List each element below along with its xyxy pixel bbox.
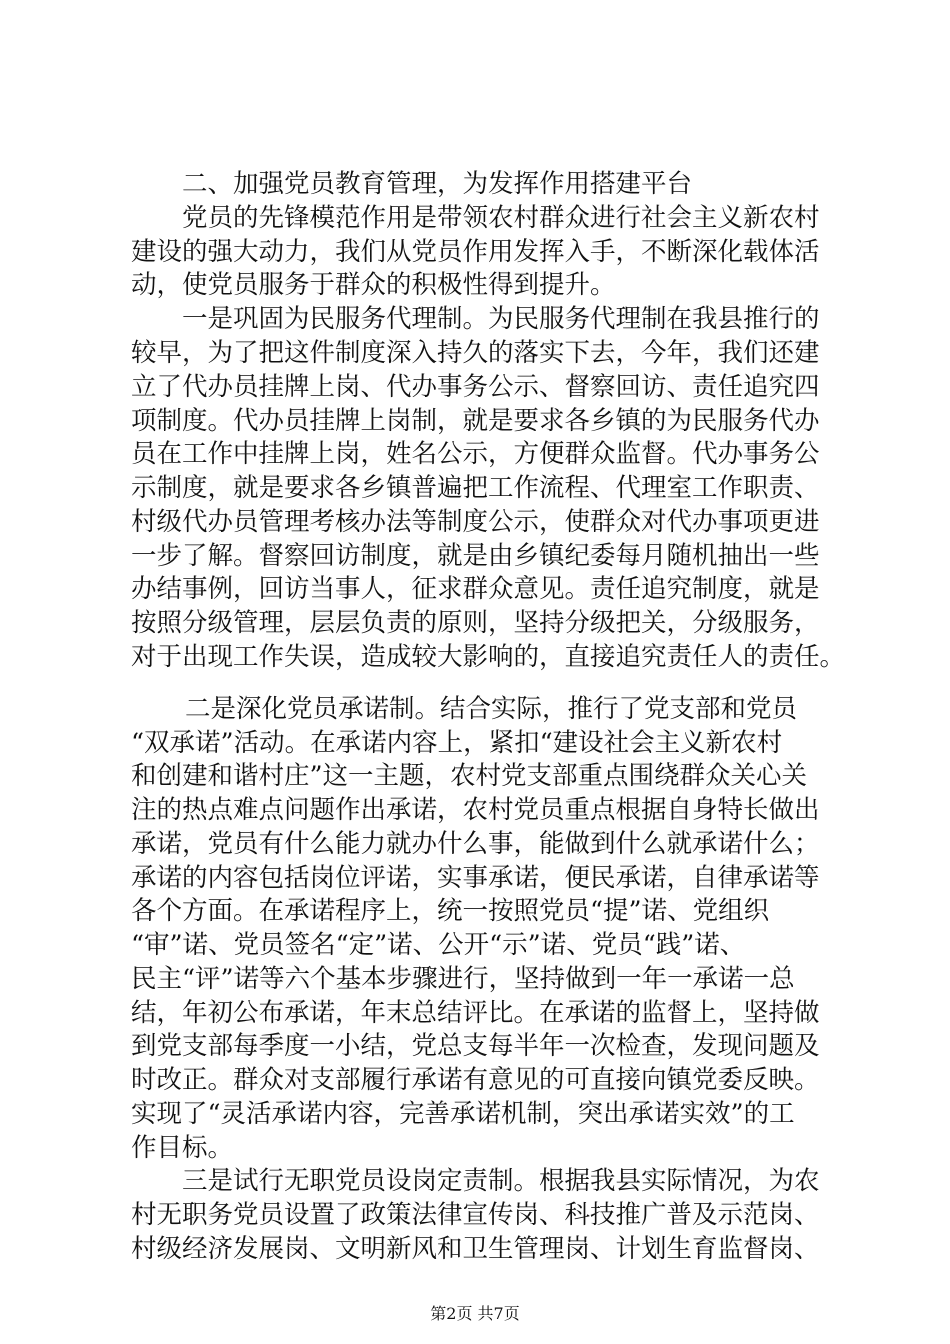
paragraph-line: 结，年初公布承诺，年末总结评比。在承诺的监督上，坚持做: [131, 998, 820, 1028]
paragraph-line: 办结事例，回访当事人，征求群众意见。责任追究制度，就是: [131, 574, 820, 604]
paragraph-line: 示制度，就是要求各乡镇普遍把工作流程、代理室工作职责、: [131, 473, 820, 503]
section-heading: 二、加强党员教育管理，为发挥作用搭建平台: [182, 169, 693, 199]
paragraph-line: 较早，为了把这件制度深入持久的落实下去，今年，我们还建: [131, 338, 820, 368]
paragraph-line: 党员的先锋模范作用是带领农村群众进行社会主义新农村: [182, 203, 820, 233]
paragraph-line: 作目标。: [131, 1133, 234, 1163]
paragraph-line: “双承诺”活动。在承诺内容上，紧扣“建设社会主义新农村: [131, 728, 783, 758]
paragraph-line: 时改正。群众对支部履行承诺有意见的可直接向镇党委反映。: [131, 1065, 820, 1095]
page-footer: [0, 1304, 950, 1324]
paragraph-line: 建设的强大动力，我们从党员作用发挥入手，不断深化载体活: [131, 237, 820, 267]
paragraph-line: 和创建和谐村庄”这一主题，农村党支部重点围绕群众关心关: [131, 761, 808, 791]
paragraph-line: 承诺，党员有什么能力就办什么事，能做到什么就承诺什么；: [131, 829, 820, 859]
paragraph-line: 到党支部每季度一小结，党总支每半年一次检查，发现问题及: [131, 1031, 820, 1061]
paragraph-line: 各个方面。在承诺程序上，统一按照党员“提”诺、党组织: [131, 896, 770, 926]
paragraph-line: 项制度。代办员挂牌上岗制，就是要求各乡镇的为民服务代办: [131, 406, 820, 436]
paragraph-line: 承诺的内容包括岗位评诺，实事承诺，便民承诺，自律承诺等: [131, 863, 820, 893]
paragraph-line: 一步了解。督察回访制度，就是由乡镇纪委每月随机抽出一些: [131, 541, 820, 571]
paragraph-line: 立了代办员挂牌上岗、代办事务公示、督察回访、责任追究四: [131, 372, 820, 402]
paragraph-line: “审”诺、党员签名“定”诺、公开“示”诺、党员“践”诺、: [131, 930, 746, 960]
paragraph-line: 二是深化党员承诺制。结合实际，推行了党支部和党员: [185, 694, 798, 724]
paragraph-line: 村级经济发展岗、文明新风和卫生管理岗、计划生育监督岗、: [131, 1234, 820, 1264]
paragraph-line: 实现了“灵活承诺内容，完善承诺机制，突出承诺实效”的工: [131, 1099, 795, 1129]
paragraph-line: 村级代办员管理考核办法等制度公示，使群众对代办事项更进: [131, 507, 820, 537]
paragraph-line: 按照分级管理，层层负责的原则，坚持分级把关，分级服务，: [131, 608, 820, 638]
paragraph-line: 民主“评”诺等六个基本步骤进行，坚持做到一年一承诺一总: [131, 964, 795, 994]
paragraph-line: 动，使党员服务于群众的积极性得到提升。: [131, 270, 616, 300]
paragraph-line: 注的热点难点问题作出承诺，农村党员重点根据自身特长做出: [131, 795, 820, 825]
paragraph-line: 员在工作中挂牌上岗，姓名公示，方便群众监督。代办事务公: [131, 439, 820, 469]
paragraph-line: 村无职务党员设置了政策法律宣传岗、科技推广普及示范岗、: [131, 1200, 820, 1230]
paragraph-line: 一是巩固为民服务代理制。为民服务代理制在我县推行的: [182, 304, 820, 334]
page-number: 第2页 共7页: [430, 1304, 520, 1323]
paragraph-line: 三是试行无职党员设岗定责制。根据我县实际情况，为农: [182, 1166, 820, 1196]
paragraph-line: 对于出现工作失误，造成较大影响的，直接追究责任人的责任。: [131, 642, 846, 672]
